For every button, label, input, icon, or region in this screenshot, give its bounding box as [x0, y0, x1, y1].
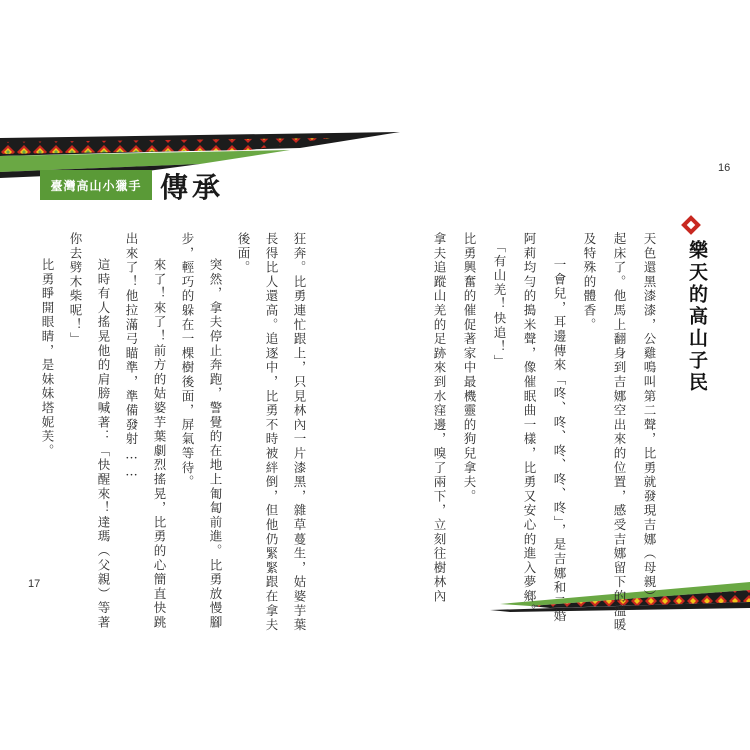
- right-text-column: 比勇興奮的催促著家中最機靈的狗兒拿夫。: [462, 232, 477, 504]
- left-text-column: 來了！來了！前方的姑婆芋葉劇烈搖晃，比勇的心簡直快跳: [152, 258, 167, 630]
- left-text-column: 步，輕巧的躲在一棵樹後面，屏氣等待。: [180, 232, 195, 490]
- left-text-column: 狂奔。比勇連忙跟上，只見林內一片漆黑，雜草蔓生，姑婆芋葉: [292, 232, 307, 633]
- right-text-column: 「有山羌！快追！」: [492, 240, 507, 369]
- right-text-column: 及特殊的體香。: [582, 232, 597, 333]
- story-title: 傳承: [160, 171, 225, 204]
- left-text-column: 比勇睜開眼睛，是妹妹塔妮芙。: [40, 258, 55, 459]
- right-text-column: 一會兒，耳邊傳來「咚、咚、咚、咚、咚」，是吉娜和二婚: [552, 258, 567, 624]
- chapter-diamond-icon: [681, 215, 701, 235]
- right-text-column: 拿夫追蹤山羌的足跡來到水窪邊，嗅了兩下，立刻往樹林內: [432, 232, 447, 604]
- series-label: 臺灣高山小獵手: [40, 170, 152, 200]
- left-text-column: 你去劈木柴呢！」: [68, 232, 83, 347]
- left-text-column: 出來了！他拉滿弓瞄準，準備發射……: [124, 232, 139, 481]
- chapter-title: 樂天的高山子民: [686, 240, 708, 394]
- page-number-left: 17: [28, 578, 41, 590]
- page-number-right: 16: [718, 162, 731, 174]
- right-text-column: 天色還黑漆漆，公雞鳴叫第二聲，比勇就發現吉娜（母親）: [642, 232, 657, 604]
- right-text-column: 起床了。他馬上翻身到吉娜空出來的位置，感受吉娜留下的溫暖: [612, 232, 627, 633]
- right-text-column: 阿莉均勻的搗米聲，像催眠曲一樣，比勇又安心的進入夢鄉。: [522, 232, 537, 619]
- left-text-column: 後面。: [236, 232, 251, 275]
- left-text-column: 這時有人搖晃他的肩膀喊著：「快醒來！達瑪（父親）等著: [96, 258, 111, 630]
- left-text-column: 長得比人還高。追逐中，比勇不時被絆倒，但他仍緊緊跟在拿夫: [264, 232, 279, 633]
- left-text-column: 突然，拿夫停止奔跑，警覺的在地上匍匐前進。比勇放慢腳: [208, 258, 223, 630]
